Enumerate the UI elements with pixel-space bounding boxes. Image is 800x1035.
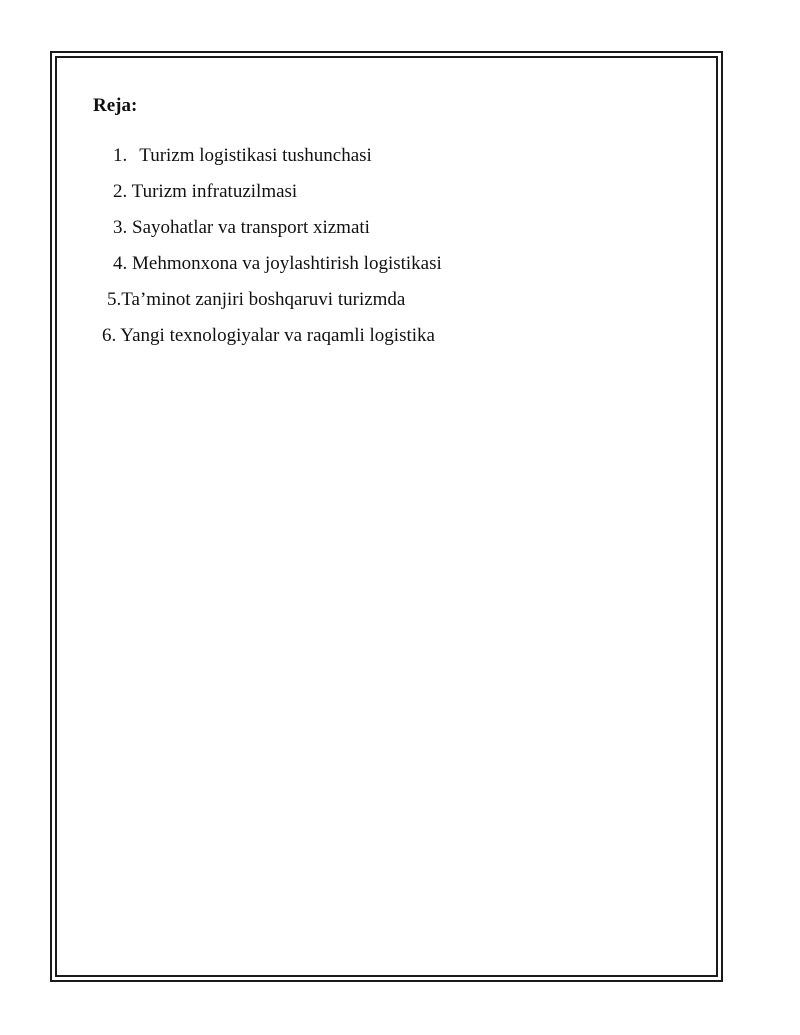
plan-item-number: 3. <box>113 217 128 238</box>
plan-item-number: 4. <box>113 253 128 274</box>
plan-item-text: Ta’minot zanjiri boshqaruvi turizmda <box>121 289 406 310</box>
plan-item-5 <box>107 288 405 312</box>
plan-item-number: 2. <box>113 181 128 202</box>
plan-item-3 <box>113 216 370 240</box>
plan-item-text: Turizm infratuzilmasi <box>131 181 298 202</box>
plan-item-number: 6. <box>102 325 117 346</box>
plan-heading: Reja: <box>93 95 138 116</box>
plan-item-2 <box>113 180 297 204</box>
plan-item-text: Turizm logistikasi tushunchasi <box>139 145 372 166</box>
plan-item-text: Sayohatlar va transport xizmati <box>132 217 370 238</box>
plan-item-number: 1. <box>113 145 128 166</box>
plan-item-6 <box>102 324 435 348</box>
plan-item-1 <box>113 144 372 168</box>
plan-item-text: Yangi texnologiyalar va raqamli logistika <box>120 325 435 346</box>
plan-item-number: 5. <box>107 289 122 310</box>
plan-item-4 <box>113 252 442 276</box>
plan-item-text: Mehmonxona va joylashtirish logistikasi <box>132 253 442 274</box>
